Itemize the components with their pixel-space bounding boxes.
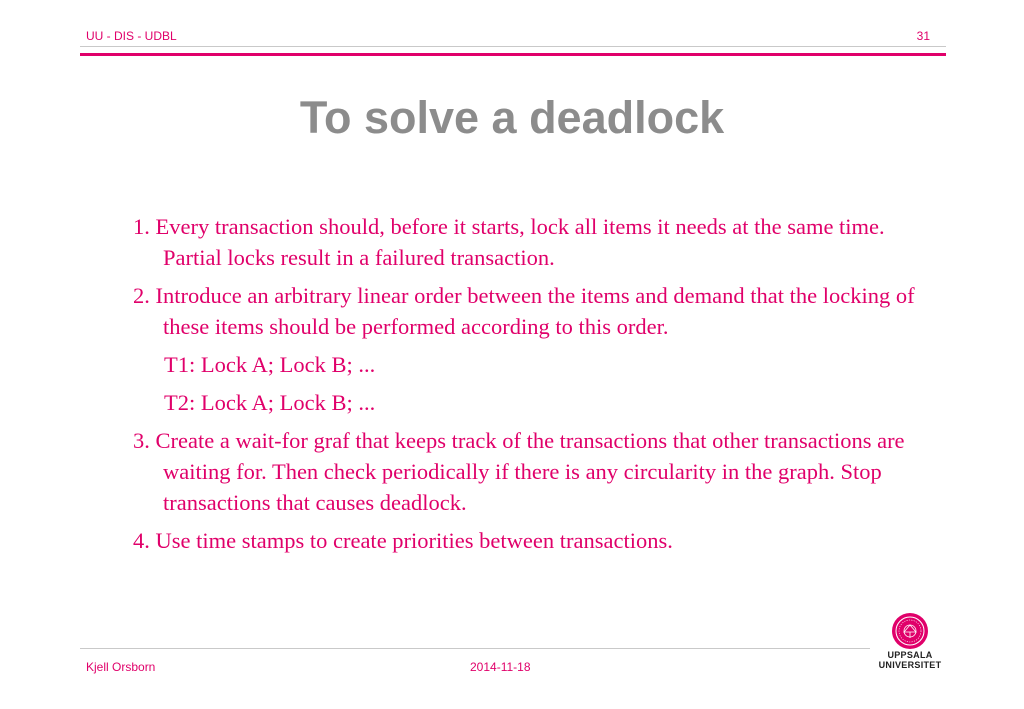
university-seal-icon bbox=[891, 612, 929, 650]
header-divider-thin bbox=[80, 46, 946, 47]
slide-content bbox=[133, 211, 943, 563]
list-item-3: 3. Create a wait-for graf that keeps track of the transactions that other transactions are waiting for. Then check periodically if there is any circularity in the graph. Stop transactions that causes deadlock. bbox=[133, 428, 905, 515]
university-logo bbox=[870, 612, 950, 682]
list-subitem-t2: T2: Lock A; Lock B; ... bbox=[164, 390, 376, 415]
list-subitem-t1: T1: Lock A; Lock B; ... bbox=[164, 352, 376, 377]
footer-divider bbox=[80, 648, 870, 649]
list-item-2: 2. Introduce an arbitrary linear order between the items and demand that the locking of these items should be performed according to this order. bbox=[133, 283, 915, 339]
logo-text-line1: UPPSALA bbox=[887, 650, 933, 660]
header-divider-accent bbox=[80, 53, 946, 56]
list-item-1: 1. Every transaction should, before it starts, lock all items it needs at the same time. Partial locks result in a failured transaction. bbox=[133, 214, 885, 270]
list-item-4: 4. Use time stamps to create priorities between transactions. bbox=[133, 528, 673, 553]
slide-title: To solve a deadlock bbox=[299, 92, 725, 143]
logo-text-line2: UNIVERSITET bbox=[878, 660, 942, 670]
footer-date: 2014-11-18 bbox=[470, 660, 531, 674]
footer-author: Kjell Orsborn bbox=[86, 660, 156, 674]
page-number: 31 bbox=[916, 29, 930, 43]
header-course-label: UU - DIS - UDBL bbox=[86, 29, 177, 43]
